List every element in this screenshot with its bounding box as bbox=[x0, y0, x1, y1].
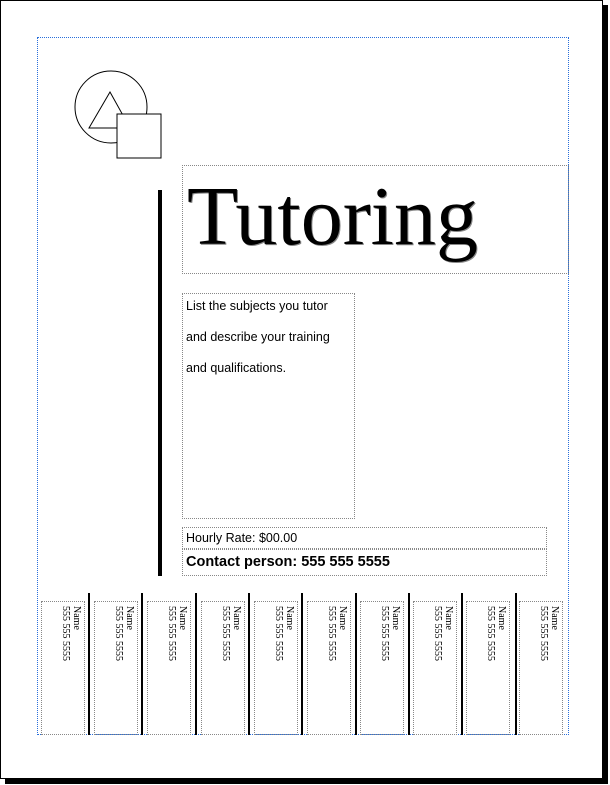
tab-separator bbox=[461, 593, 463, 735]
tab-separator bbox=[515, 593, 517, 735]
page-shadow-right bbox=[603, 5, 608, 784]
description-line: List the subjects you tutor bbox=[186, 299, 328, 313]
description-line: and qualifications. bbox=[186, 361, 287, 375]
tab-phone: 555 555 5555 bbox=[538, 606, 549, 661]
tab-separator bbox=[301, 593, 303, 735]
title-text-box[interactable] bbox=[182, 165, 569, 274]
tab-phone: 555 555 5555 bbox=[166, 606, 177, 661]
tear-off-tab[interactable] bbox=[307, 601, 351, 735]
page-shadow-bottom bbox=[5, 779, 608, 784]
tab-phone: 555 555 5555 bbox=[220, 606, 231, 661]
vertical-accent-bar bbox=[158, 190, 162, 576]
shapes-logo-icon[interactable] bbox=[72, 70, 164, 162]
tear-off-tab[interactable] bbox=[413, 601, 457, 735]
contact-text-box[interactable] bbox=[182, 549, 547, 576]
tab-name: Name bbox=[177, 606, 188, 630]
tab-name: Name bbox=[284, 606, 295, 630]
tab-separator bbox=[408, 593, 410, 735]
description-line: and describe your training bbox=[186, 330, 330, 344]
tear-off-tab[interactable] bbox=[201, 601, 245, 735]
tab-separator bbox=[248, 593, 250, 735]
tab-phone: 555 555 5555 bbox=[432, 606, 443, 661]
tab-name: Name bbox=[496, 606, 507, 630]
tear-off-tabs bbox=[37, 593, 569, 735]
tab-phone: 555 555 5555 bbox=[273, 606, 284, 661]
contact-person: Contact person: 555 555 5555 bbox=[186, 554, 390, 570]
tear-off-tab[interactable] bbox=[466, 601, 510, 735]
tear-off-tab[interactable] bbox=[147, 601, 191, 735]
description-text-box[interactable] bbox=[182, 293, 355, 519]
tear-off-tab[interactable] bbox=[519, 601, 563, 735]
tab-separator bbox=[141, 593, 143, 735]
tab-phone: 555 555 5555 bbox=[60, 606, 71, 661]
tab-name: Name bbox=[71, 606, 82, 630]
tab-name: Name bbox=[124, 606, 135, 630]
tab-phone: 555 555 5555 bbox=[485, 606, 496, 661]
description-text bbox=[186, 298, 330, 391]
tab-separator bbox=[88, 593, 90, 735]
tab-name: Name bbox=[443, 606, 454, 630]
tab-phone: 555 555 5555 bbox=[326, 606, 337, 661]
hourly-rate: Hourly Rate: $00.00 bbox=[186, 531, 298, 545]
tear-off-tab[interactable] bbox=[94, 601, 138, 735]
tab-phone: 555 555 5555 bbox=[379, 606, 390, 661]
tab-separator bbox=[355, 593, 357, 735]
tab-separator bbox=[195, 593, 197, 735]
tab-name: Name bbox=[390, 606, 401, 630]
tear-off-tab[interactable] bbox=[254, 601, 298, 735]
flyer-title: Tutoring bbox=[187, 170, 479, 263]
tab-name: Name bbox=[231, 606, 242, 630]
tab-name: Name bbox=[549, 606, 560, 630]
tear-off-tab[interactable] bbox=[41, 601, 85, 735]
tab-phone: 555 555 5555 bbox=[113, 606, 124, 661]
tab-name: Name bbox=[337, 606, 348, 630]
tear-off-tab[interactable] bbox=[360, 601, 404, 735]
rate-text-box[interactable] bbox=[182, 527, 547, 549]
